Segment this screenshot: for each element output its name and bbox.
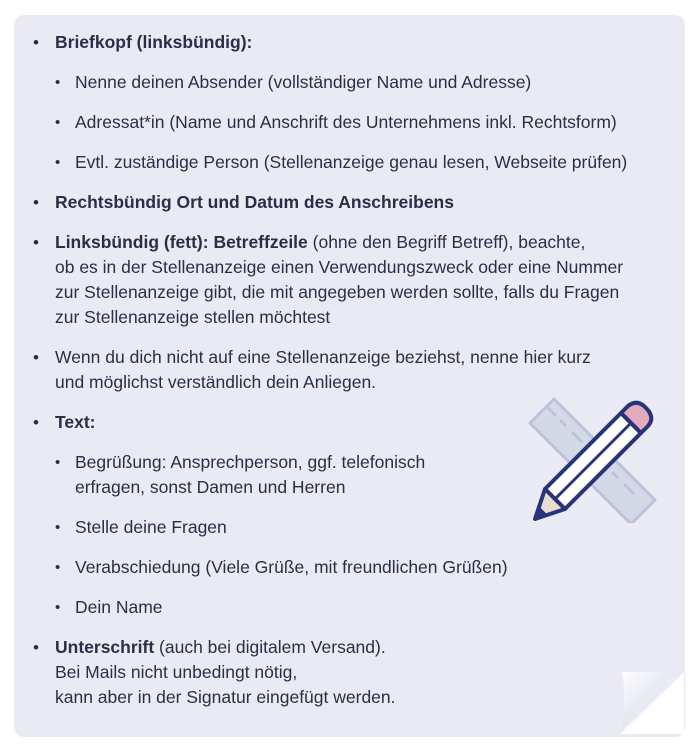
checklist bbox=[30, 30, 670, 725]
briefkopf-heading: Briefkopf (linksbündig): bbox=[55, 32, 253, 52]
anliegen-line1: • Wenn du dich nicht auf eine Stellenanzeige beziehst, nenne hier kurz bbox=[55, 347, 591, 367]
unterschrift-line2: Bei Mails nicht unbedingt nötig, bbox=[55, 662, 298, 682]
list-item-briefkopf bbox=[30, 30, 670, 175]
list-item-absender: • Nenne deinen Absender (vollständiger Name und Adresse) bbox=[30, 70, 670, 95]
list-item-verabschiedung: • Verabschiedung (Viele Grüße, mit freundlichen Grüßen) bbox=[30, 555, 670, 580]
list-item-ort-datum bbox=[30, 190, 670, 215]
anliegen-line2: und möglichst verständlich dein Anliegen. bbox=[55, 372, 377, 392]
betreff-line2: ob es in der Stellenanzeige einen Verwendungszweck oder eine Nummer bbox=[55, 257, 624, 277]
betreff-line3: zur Stellenanzeige gibt, die mit angegeben werden sollte, falls du Fragen bbox=[55, 282, 620, 302]
betreff-line4: zur Stellenanzeige stellen möchtest bbox=[55, 307, 331, 327]
ort-datum-text: Rechtsbündig Ort und Datum des Anschreibens bbox=[55, 192, 454, 212]
list-item-betreff bbox=[30, 230, 670, 330]
list-item-adressat: • Adressat*in (Name und Anschrift des Unternehmens inkl. Rechtsform) bbox=[30, 110, 670, 135]
unterschrift-line3: kann aber in der Signatur eingefügt werden. bbox=[55, 687, 396, 707]
list-item-person: • Evtl. zuständige Person (Stellenanzeige genau lesen, Webseite prüfen) bbox=[30, 150, 670, 175]
text-heading: Text: bbox=[55, 412, 96, 432]
list-item-name: • Dein Name bbox=[30, 595, 670, 620]
list-item-unterschrift bbox=[30, 635, 670, 710]
unterschrift-bold: Unterschrift bbox=[55, 637, 155, 657]
begruessung-line1: • Begrüßung: Ansprechperson, ggf. telefonisch bbox=[75, 452, 426, 472]
list-item-fragen: • Stelle deine Fragen bbox=[30, 515, 670, 540]
unterschrift-rest: (auch bei digitalem Versand). bbox=[154, 637, 386, 657]
betreff-bold: Linksbündig (fett): Betreffzeile bbox=[55, 232, 308, 252]
pencil-ruler-icon bbox=[527, 397, 657, 523]
list-item-anliegen bbox=[30, 345, 670, 395]
begruessung-line2: erfragen, sonst Damen und Herren bbox=[75, 477, 346, 497]
betreff-rest: (ohne den Begriff Betreff), beachte, bbox=[307, 232, 586, 252]
